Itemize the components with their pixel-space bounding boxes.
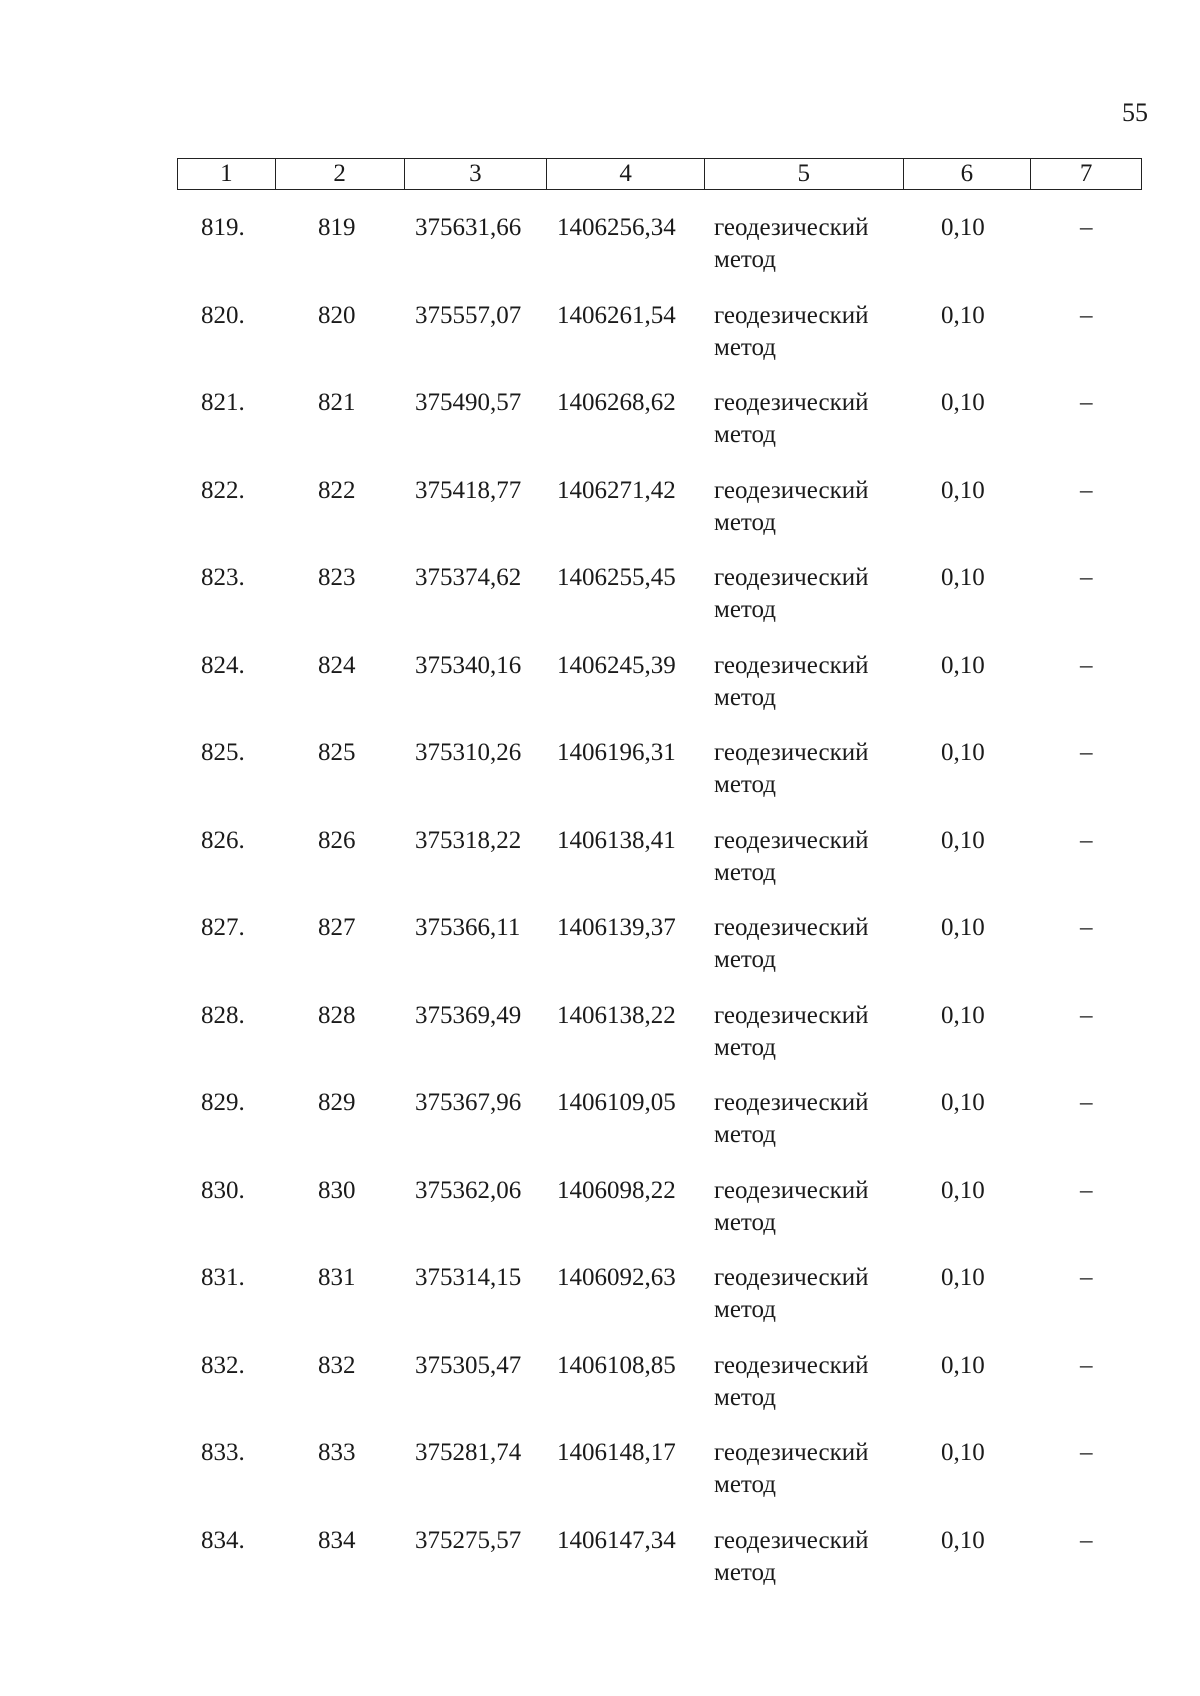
- method-line-2: метод: [714, 1296, 777, 1323]
- x-coordinate: 375366,11: [415, 914, 521, 941]
- x-coordinate: 375305,47: [415, 1351, 522, 1379]
- x-coordinate: 375318,22: [415, 826, 522, 854]
- sequence-number: 833.: [201, 1439, 245, 1466]
- sequence-number: 834.: [201, 1526, 245, 1554]
- header-col-4: 4: [547, 159, 705, 189]
- note-dash: –: [1080, 1526, 1093, 1554]
- sequence-number: 831.: [201, 1264, 245, 1291]
- precision-value: 0,10: [941, 564, 985, 591]
- note-dash: –: [1080, 1176, 1093, 1204]
- header-col-1: 1: [178, 159, 276, 189]
- y-coordinate: 1406108,85: [557, 1351, 676, 1379]
- note-dash: –: [1080, 214, 1093, 241]
- y-coordinate: 1406138,22: [557, 1001, 676, 1029]
- note-dash: –: [1080, 826, 1093, 854]
- sequence-number: 827.: [201, 914, 245, 941]
- method-line-1: геодезический: [714, 1089, 869, 1116]
- table-row: [177, 1437, 1142, 1525]
- note-dash: –: [1080, 1089, 1093, 1116]
- y-coordinate: 1406271,42: [557, 476, 676, 504]
- method-line-2: метод: [714, 946, 777, 973]
- sequence-number: 830.: [201, 1176, 245, 1204]
- table-row: [177, 1175, 1142, 1263]
- y-coordinate: 1406098,22: [557, 1176, 676, 1204]
- note-dash: –: [1080, 301, 1093, 329]
- method-line-1: геодезический: [714, 1439, 869, 1466]
- y-coordinate: 1406255,45: [557, 564, 676, 591]
- point-number: 833: [318, 1439, 356, 1466]
- method-line-1: геодезический: [714, 826, 869, 854]
- point-number: 827: [318, 914, 356, 941]
- point-number: 831: [318, 1264, 356, 1291]
- sequence-number: 829.: [201, 1089, 245, 1116]
- precision-value: 0,10: [941, 1264, 985, 1291]
- method-line-2: метод: [714, 333, 777, 361]
- x-coordinate: 375275,57: [415, 1526, 522, 1554]
- table-row: [177, 475, 1142, 563]
- x-coordinate: 375310,26: [415, 739, 522, 766]
- note-dash: –: [1080, 564, 1093, 591]
- method-line-2: метод: [714, 1471, 777, 1498]
- method-line-2: метод: [714, 858, 777, 886]
- precision-value: 0,10: [941, 914, 985, 941]
- note-dash: –: [1080, 1264, 1093, 1291]
- point-number: 824: [318, 651, 356, 679]
- header-col-6: 6: [904, 159, 1032, 189]
- precision-value: 0,10: [941, 1351, 985, 1379]
- precision-value: 0,10: [941, 1089, 985, 1116]
- point-number: 830: [318, 1176, 356, 1204]
- table-row: [177, 912, 1142, 1000]
- y-coordinate: 1406245,39: [557, 651, 676, 679]
- point-number: 825: [318, 739, 356, 766]
- method-line-2: метод: [714, 683, 777, 711]
- point-number: 832: [318, 1351, 356, 1379]
- point-number: 821: [318, 389, 356, 416]
- point-number: 822: [318, 476, 356, 504]
- table-row: [177, 1350, 1142, 1438]
- method-line-1: геодезический: [714, 1351, 869, 1379]
- sequence-number: 824.: [201, 651, 245, 679]
- sequence-number: 819.: [201, 214, 245, 241]
- point-number: 819: [318, 214, 356, 241]
- table-row: [177, 825, 1142, 913]
- sequence-number: 822.: [201, 476, 245, 504]
- table-row: [177, 1525, 1142, 1613]
- point-number: 826: [318, 826, 356, 854]
- method-line-2: метод: [714, 421, 777, 448]
- x-coordinate: 375367,96: [415, 1089, 522, 1116]
- method-line-1: геодезический: [714, 651, 869, 679]
- note-dash: –: [1080, 1439, 1093, 1466]
- table-row: [177, 387, 1142, 475]
- note-dash: –: [1080, 1351, 1093, 1379]
- point-number: 829: [318, 1089, 356, 1116]
- table-row: [177, 1000, 1142, 1088]
- y-coordinate: 1406138,41: [557, 826, 676, 854]
- sequence-number: 820.: [201, 301, 245, 329]
- note-dash: –: [1080, 914, 1093, 941]
- method-line-2: метод: [714, 771, 777, 798]
- method-line-1: геодезический: [714, 564, 869, 591]
- y-coordinate: 1406139,37: [557, 914, 676, 941]
- point-number: 834: [318, 1526, 356, 1554]
- x-coordinate: 375490,57: [415, 389, 522, 416]
- table-row: [177, 300, 1142, 388]
- header-col-2: 2: [276, 159, 405, 189]
- sequence-number: 828.: [201, 1001, 245, 1029]
- sequence-number: 821.: [201, 389, 245, 416]
- table-row: [177, 562, 1142, 650]
- note-dash: –: [1080, 739, 1093, 766]
- method-line-2: метод: [714, 1558, 777, 1586]
- method-line-2: метод: [714, 1121, 777, 1148]
- sequence-number: 826.: [201, 826, 245, 854]
- sequence-number: 825.: [201, 739, 245, 766]
- precision-value: 0,10: [941, 739, 985, 766]
- method-line-2: метод: [714, 246, 777, 273]
- y-coordinate: 1406109,05: [557, 1089, 676, 1116]
- point-number: 820: [318, 301, 356, 329]
- note-dash: –: [1080, 389, 1093, 416]
- point-number: 823: [318, 564, 356, 591]
- note-dash: –: [1080, 476, 1093, 504]
- method-line-1: геодезический: [714, 214, 869, 241]
- precision-value: 0,10: [941, 1439, 985, 1466]
- table-row: [177, 1262, 1142, 1350]
- header-col-3: 3: [405, 159, 548, 189]
- x-coordinate: 375369,49: [415, 1001, 522, 1029]
- y-coordinate: 1406092,63: [557, 1264, 676, 1291]
- method-line-1: геодезический: [714, 1526, 869, 1554]
- method-line-1: геодезический: [714, 476, 869, 504]
- point-number: 828: [318, 1001, 356, 1029]
- x-coordinate: 375362,06: [415, 1176, 522, 1204]
- method-line-2: метод: [714, 596, 777, 623]
- x-coordinate: 375418,77: [415, 476, 522, 504]
- header-col-5: 5: [705, 159, 904, 189]
- method-line-1: геодезический: [714, 301, 869, 329]
- page-number: 55: [1122, 98, 1148, 127]
- method-line-1: геодезический: [714, 1264, 869, 1291]
- table-row: [177, 212, 1142, 300]
- x-coordinate: 375314,15: [415, 1264, 522, 1291]
- method-line-1: геодезический: [714, 1001, 869, 1029]
- precision-value: 0,10: [941, 389, 985, 416]
- precision-value: 0,10: [941, 214, 985, 241]
- y-coordinate: 1406261,54: [557, 301, 676, 329]
- method-line-1: геодезический: [714, 389, 869, 416]
- note-dash: –: [1080, 1001, 1093, 1029]
- y-coordinate: 1406196,31: [557, 739, 676, 766]
- x-coordinate: 375340,16: [415, 651, 522, 679]
- x-coordinate: 375557,07: [415, 301, 522, 329]
- table-row: [177, 737, 1142, 825]
- precision-value: 0,10: [941, 301, 985, 329]
- method-line-2: метод: [714, 1383, 777, 1411]
- table-header: [177, 158, 1142, 190]
- precision-value: 0,10: [941, 1526, 985, 1554]
- x-coordinate: 375281,74: [415, 1439, 522, 1466]
- y-coordinate: 1406256,34: [557, 214, 676, 241]
- method-line-1: геодезический: [714, 1176, 869, 1204]
- table-body: [177, 212, 1142, 1612]
- table-row: [177, 650, 1142, 738]
- precision-value: 0,10: [941, 651, 985, 679]
- y-coordinate: 1406268,62: [557, 389, 676, 416]
- note-dash: –: [1080, 651, 1093, 679]
- method-line-1: геодезический: [714, 914, 869, 941]
- sequence-number: 832.: [201, 1351, 245, 1379]
- method-line-2: метод: [714, 1208, 777, 1236]
- precision-value: 0,10: [941, 1001, 985, 1029]
- method-line-1: геодезический: [714, 739, 869, 766]
- precision-value: 0,10: [941, 1176, 985, 1204]
- method-line-2: метод: [714, 1033, 777, 1061]
- precision-value: 0,10: [941, 826, 985, 854]
- method-line-2: метод: [714, 508, 777, 536]
- x-coordinate: 375631,66: [415, 214, 522, 241]
- precision-value: 0,10: [941, 476, 985, 504]
- header-col-7: 7: [1079, 160, 1093, 187]
- sequence-number: 823.: [201, 564, 245, 591]
- table-row: [177, 1087, 1142, 1175]
- y-coordinate: 1406148,17: [557, 1439, 676, 1466]
- y-coordinate: 1406147,34: [557, 1526, 676, 1554]
- x-coordinate: 375374,62: [415, 564, 522, 591]
